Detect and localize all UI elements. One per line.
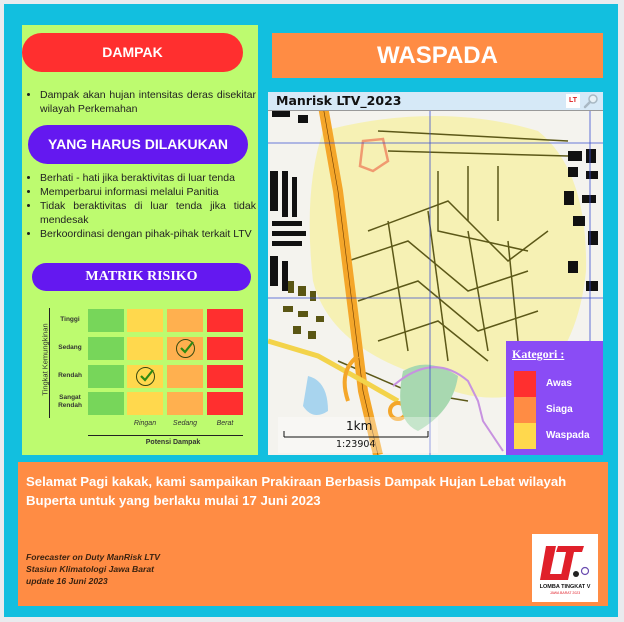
bottom-panel	[18, 462, 608, 606]
x-axis-line	[88, 435, 243, 436]
matrix-cell	[127, 337, 163, 360]
column-label: Ringan	[133, 420, 157, 427]
legend-label-awas: Awas	[546, 378, 572, 389]
matrix-cell	[167, 309, 203, 332]
matrix-cell	[88, 309, 124, 332]
matrik-risiko-heading: MATRIK RISIKO	[32, 263, 251, 291]
action-item: • Memperbarui informasi melalui Panitia	[40, 185, 256, 199]
matrix-cell	[207, 392, 243, 415]
legend-swatch-siaga	[514, 397, 536, 423]
matrix-cell	[127, 392, 163, 415]
risk-matrix	[22, 295, 258, 455]
lomba-tingkat-logo	[532, 534, 598, 602]
logo-name: LOMBA TINGKAT V	[539, 584, 591, 590]
checkmark-icon	[136, 367, 155, 386]
matrix-cell	[127, 309, 163, 332]
legend-swatch-awas	[514, 371, 536, 397]
lt-logo-icon: LT	[566, 94, 580, 108]
action-item: • Berkoordinasi dengan pihak-pihak terkait LTV	[40, 227, 256, 241]
column-label: Berat	[216, 420, 234, 427]
scale-distance: 1km	[346, 419, 373, 433]
row-label: Sangat Rendah	[58, 394, 82, 409]
actions-list	[24, 171, 256, 241]
map-panel[interactable]	[268, 92, 603, 455]
legend-label-waspada: Waspada	[546, 430, 590, 441]
map-title-bar	[268, 92, 603, 111]
dampak-heading: DAMPAK	[22, 33, 243, 72]
matrix-cell	[207, 365, 243, 388]
magnifier-icon[interactable]	[583, 93, 599, 109]
legend-swatch-waspada	[514, 423, 536, 449]
row-label: Tinggi	[60, 316, 80, 323]
map-title: Manrisk LTV_2023	[276, 93, 402, 108]
scale-ratio: 1:23904	[336, 439, 376, 450]
action-item: • Tidak beraktivitas di luar tenda jika tidak mendesak	[40, 199, 256, 227]
matrix-cell	[167, 392, 203, 415]
map-legend	[506, 341, 603, 455]
scale-bar	[278, 417, 438, 453]
dampak-list	[24, 88, 256, 116]
left-panel	[22, 25, 258, 455]
matrix-cell	[88, 365, 124, 388]
row-label: Rendah	[58, 372, 82, 379]
credit-line: Stasiun Klimatologi Jawa Barat	[26, 564, 154, 574]
x-axis-title: Potensi Dampak	[145, 439, 201, 446]
row-label: Sedang	[58, 344, 82, 351]
y-axis-title: Tingkat Kemungkinan	[40, 323, 50, 396]
action-item: • Berhati - hati jika beraktivitas di luar tenda	[40, 171, 256, 185]
credit-line: Forecaster on Duty ManRisk LTV	[26, 552, 161, 562]
forecast-message: Selamat Pagi kakak, kami sampaikan Prakiraan Berbasis Dampak Hujan Lebat wilayah Buperta untuk yang berlaku mulai 17 Juni 2023	[26, 474, 567, 508]
yang-harus-dilakukan-heading: YANG HARUS DILAKUKAN	[28, 125, 248, 164]
dampak-item: • Dampak akan hujan intensitas deras disekitar wilayah Perkemahan	[40, 88, 256, 116]
status-banner: WASPADA	[272, 33, 603, 78]
legend-label-siaga: Siaga	[546, 404, 573, 415]
checkmark-icon	[176, 339, 195, 358]
credits	[26, 551, 160, 587]
matrix-cell	[167, 365, 203, 388]
matrix-cell	[88, 392, 124, 415]
matrix-cell	[207, 337, 243, 360]
column-label: Sedang	[172, 420, 198, 427]
matrix-cell	[207, 309, 243, 332]
logo-sub: JAWA BARAT 2023	[549, 591, 581, 595]
matrix-cell	[88, 337, 124, 360]
credit-line: update 16 Juni 2023	[26, 576, 108, 586]
legend-title: Kategori :	[512, 347, 565, 361]
